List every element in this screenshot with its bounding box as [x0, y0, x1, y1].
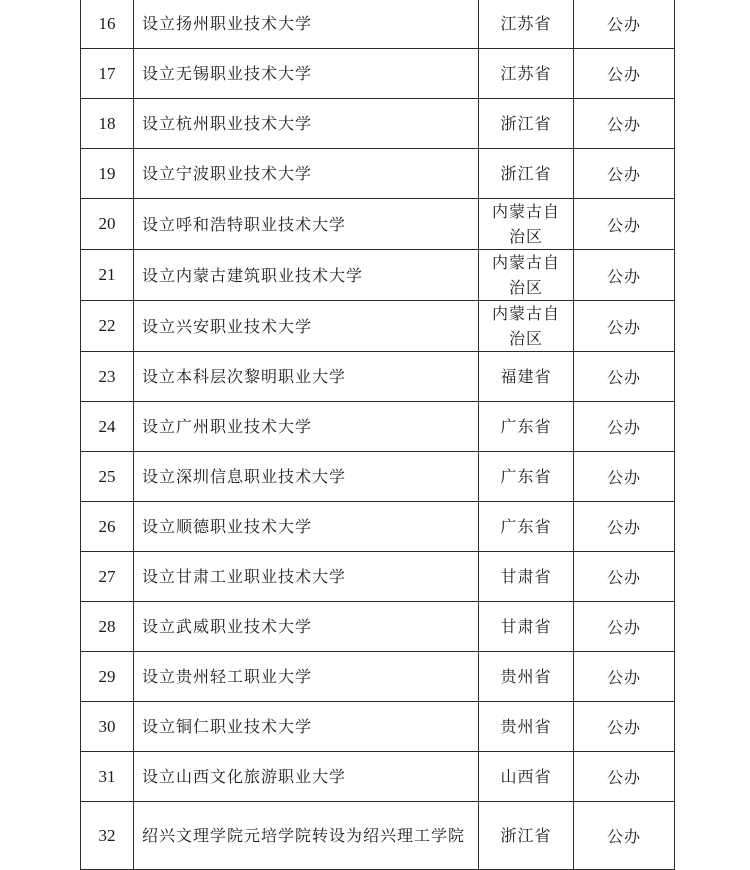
row-province-text: 广东省 — [500, 517, 552, 536]
row-name: 设立无锡职业技术大学 — [134, 49, 479, 99]
row-type: 公办 — [574, 602, 675, 652]
row-name: 绍兴文理学院元培学院转设为绍兴理工学院 — [134, 802, 479, 870]
row-number: 25 — [81, 452, 134, 502]
row-type: 公办 — [574, 452, 675, 502]
row-province — [479, 752, 574, 802]
row-province — [479, 502, 574, 552]
row-province — [479, 149, 574, 199]
row-type: 公办 — [574, 802, 675, 870]
row-name: 设立本科层次黎明职业大学 — [134, 352, 479, 402]
row-type: 公办 — [574, 502, 675, 552]
row-name: 设立广州职业技术大学 — [134, 402, 479, 452]
row-province-text: 浙江省 — [500, 114, 552, 133]
row-province — [479, 402, 574, 452]
row-province-text: 广东省 — [500, 417, 552, 436]
row-type: 公办 — [574, 652, 675, 702]
table-row — [81, 502, 675, 552]
table-row — [81, 602, 675, 652]
row-number: 22 — [81, 301, 134, 352]
row-type: 公办 — [574, 752, 675, 802]
universities-table — [80, 0, 675, 870]
table-row — [81, 149, 675, 199]
row-province-text: 内蒙古自治区 — [491, 304, 560, 348]
table-row — [81, 702, 675, 752]
row-name: 设立顺德职业技术大学 — [134, 502, 479, 552]
row-province — [479, 301, 574, 352]
row-type: 公办 — [574, 149, 675, 199]
row-type: 公办 — [574, 99, 675, 149]
row-province-text: 内蒙古自治区 — [491, 253, 560, 297]
row-number: 31 — [81, 752, 134, 802]
row-number: 23 — [81, 352, 134, 402]
row-number: 30 — [81, 702, 134, 752]
row-number: 19 — [81, 149, 134, 199]
row-province — [479, 702, 574, 752]
row-number: 27 — [81, 552, 134, 602]
row-type: 公办 — [574, 402, 675, 452]
row-province-text: 贵州省 — [500, 717, 552, 736]
row-province — [479, 99, 574, 149]
table-row — [81, 49, 675, 99]
table-row — [81, 652, 675, 702]
row-province-text: 甘肃省 — [500, 567, 552, 586]
row-name: 设立武威职业技术大学 — [134, 602, 479, 652]
row-province-text: 甘肃省 — [500, 617, 552, 636]
table-row — [81, 452, 675, 502]
row-province-text: 江苏省 — [500, 14, 552, 33]
row-name: 设立呼和浩特职业技术大学 — [134, 199, 479, 250]
row-province — [479, 49, 574, 99]
row-name: 设立甘肃工业职业技术大学 — [134, 552, 479, 602]
table-row — [81, 552, 675, 602]
table-row — [81, 301, 675, 352]
row-province-text: 广东省 — [500, 467, 552, 486]
row-number: 28 — [81, 602, 134, 652]
row-number: 18 — [81, 99, 134, 149]
row-name: 设立扬州职业技术大学 — [134, 0, 479, 49]
row-type: 公办 — [574, 0, 675, 49]
table-row — [81, 250, 675, 301]
row-province-text: 浙江省 — [500, 826, 552, 845]
row-province-text: 山西省 — [500, 767, 552, 786]
table-row — [81, 802, 675, 870]
table-row — [81, 199, 675, 250]
row-province — [479, 452, 574, 502]
row-name: 设立深圳信息职业技术大学 — [134, 452, 479, 502]
row-province — [479, 0, 574, 49]
row-type: 公办 — [574, 352, 675, 402]
table-row — [81, 752, 675, 802]
table-row — [81, 402, 675, 452]
row-province-text: 贵州省 — [500, 667, 552, 686]
row-province — [479, 352, 574, 402]
row-number: 21 — [81, 250, 134, 301]
row-name: 设立铜仁职业技术大学 — [134, 702, 479, 752]
row-number: 26 — [81, 502, 134, 552]
row-province — [479, 802, 574, 870]
table-body — [81, 0, 675, 870]
row-name: 设立贵州轻工职业大学 — [134, 652, 479, 702]
row-name: 设立宁波职业技术大学 — [134, 149, 479, 199]
row-province-text: 浙江省 — [500, 164, 552, 183]
row-province-text: 福建省 — [500, 367, 552, 386]
row-province-text: 内蒙古自治区 — [491, 202, 560, 246]
row-province — [479, 602, 574, 652]
row-province — [479, 552, 574, 602]
row-name: 设立兴安职业技术大学 — [134, 301, 479, 352]
row-type: 公办 — [574, 552, 675, 602]
table-row — [81, 99, 675, 149]
row-type: 公办 — [574, 49, 675, 99]
row-province — [479, 199, 574, 250]
row-name: 设立内蒙古建筑职业技术大学 — [134, 250, 479, 301]
row-number: 17 — [81, 49, 134, 99]
row-province — [479, 250, 574, 301]
row-number: 24 — [81, 402, 134, 452]
row-province-text: 江苏省 — [500, 64, 552, 83]
row-number: 20 — [81, 199, 134, 250]
table-row — [81, 352, 675, 402]
row-province — [479, 652, 574, 702]
row-name: 设立山西文化旅游职业大学 — [134, 752, 479, 802]
row-number: 29 — [81, 652, 134, 702]
row-name: 设立杭州职业技术大学 — [134, 99, 479, 149]
row-number: 16 — [81, 0, 134, 49]
row-type: 公办 — [574, 702, 675, 752]
row-type: 公办 — [574, 199, 675, 250]
row-type: 公办 — [574, 250, 675, 301]
row-number: 32 — [81, 802, 134, 870]
table-row — [81, 0, 675, 49]
row-type: 公办 — [574, 301, 675, 352]
